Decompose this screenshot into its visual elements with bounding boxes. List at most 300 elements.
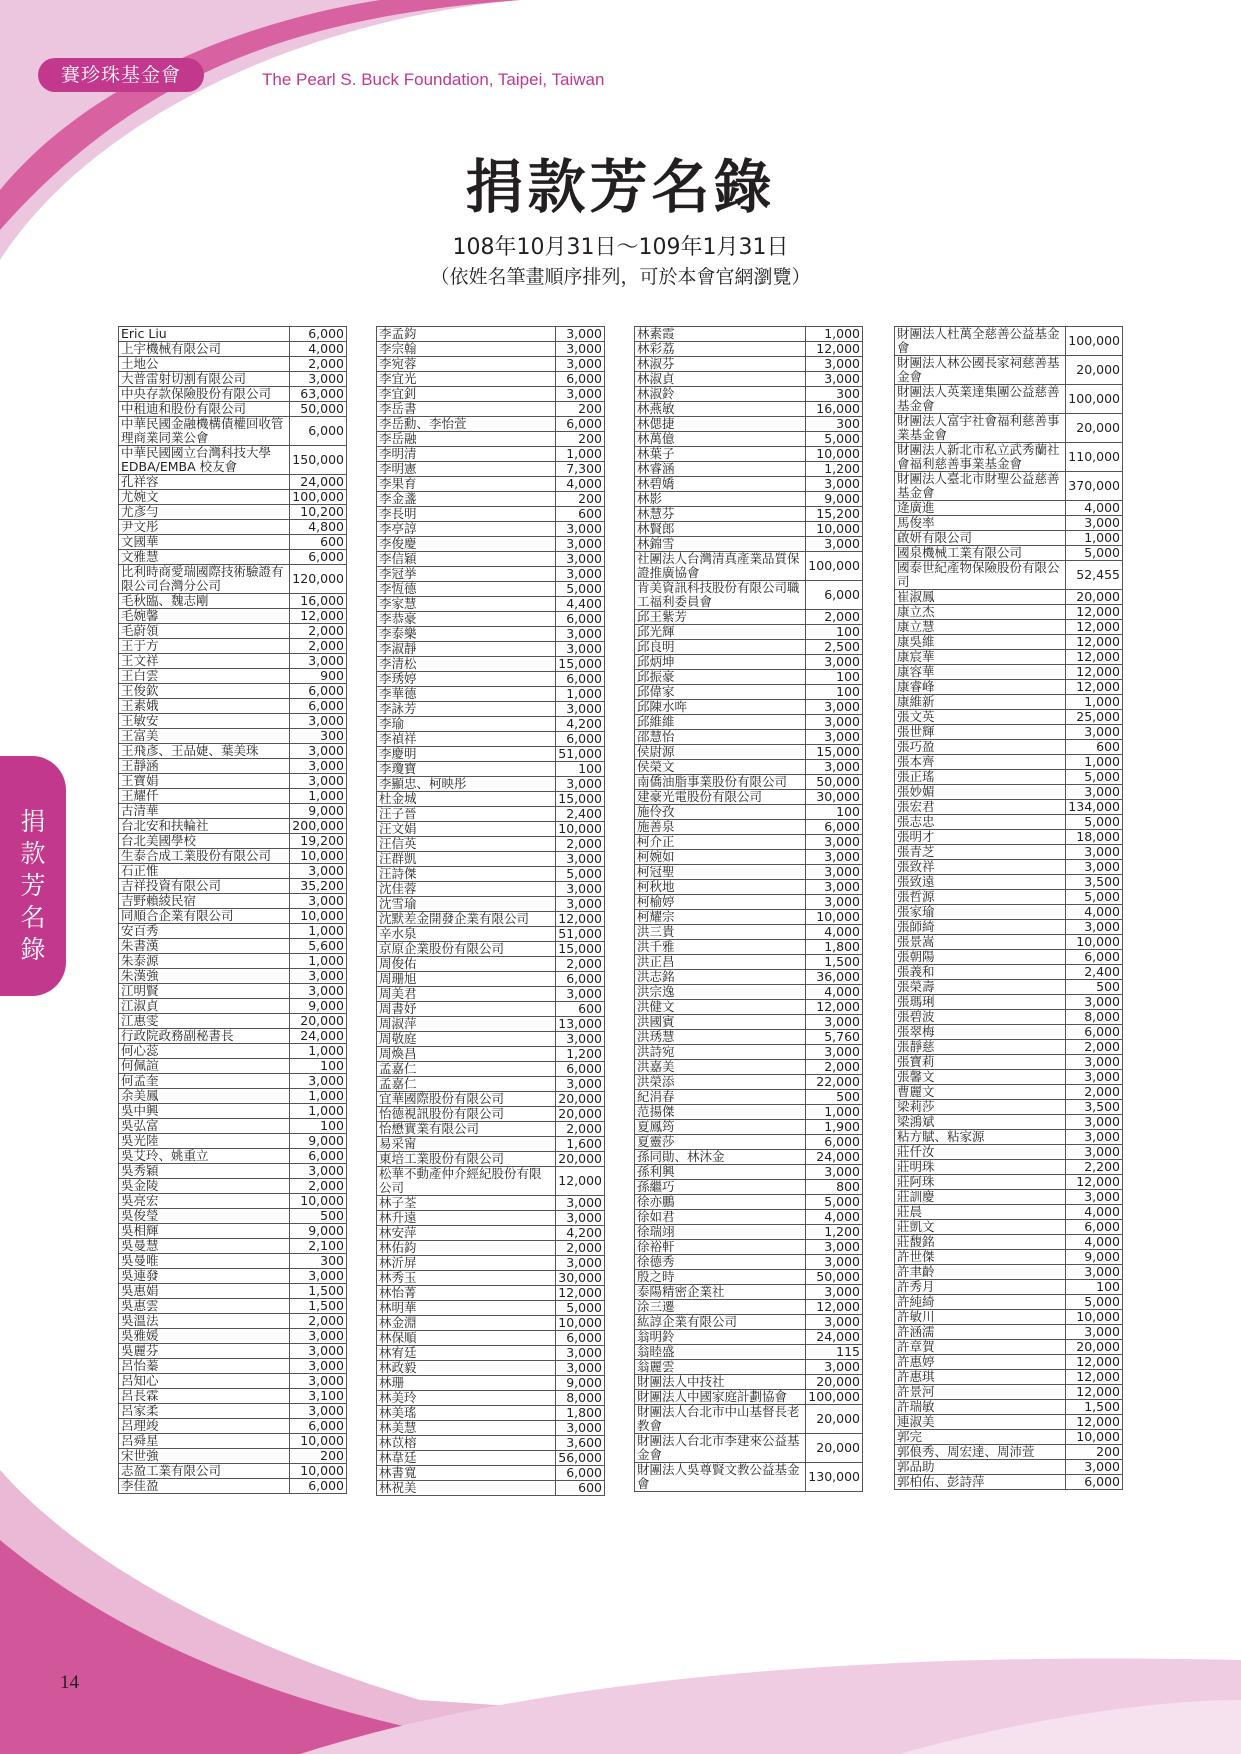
donor-name: 李宜光 — [377, 372, 556, 387]
table-row — [119, 1179, 347, 1194]
donation-amount: 6,000 — [556, 417, 605, 432]
donation-amount: 12,000 — [1066, 1415, 1123, 1430]
donor-name: 林睿涵 — [635, 462, 806, 477]
donation-amount: 1,900 — [806, 1120, 863, 1135]
donor-name: 吳溫法 — [119, 1314, 290, 1329]
donor-name: 怡懋實業有限公司 — [377, 1122, 556, 1137]
table-row — [119, 1314, 347, 1329]
donation-amount: 100,000 — [1066, 385, 1123, 414]
table-row — [895, 1220, 1123, 1235]
table-row — [119, 475, 347, 490]
table-row — [119, 565, 347, 594]
donation-amount: 100,000 — [290, 490, 347, 505]
table-row — [377, 942, 605, 957]
table-row — [895, 1130, 1123, 1145]
table-row — [895, 620, 1123, 635]
table-row — [119, 1299, 347, 1314]
donation-amount: 1,500 — [1066, 1400, 1123, 1415]
donor-name: 李瓊寶 — [377, 762, 556, 777]
table-row — [119, 1344, 347, 1359]
donor-name: 沈佳蓉 — [377, 882, 556, 897]
donor-name: 林沂屏 — [377, 1256, 556, 1271]
donor-name: 周淑萍 — [377, 1017, 556, 1032]
donation-amount: 100 — [806, 670, 863, 685]
donor-name: 柯榆婷 — [635, 895, 806, 910]
table-row — [377, 1331, 605, 1346]
table-row — [895, 950, 1123, 965]
donation-amount: 30,000 — [556, 1271, 605, 1286]
donor-name: 林彩荔 — [635, 342, 806, 357]
donor-name: 何佩諠 — [119, 1059, 290, 1074]
table-row — [377, 1226, 605, 1241]
donor-name: 林政毅 — [377, 1361, 556, 1376]
table-row — [119, 446, 347, 475]
donor-name: 邱偉家 — [635, 685, 806, 700]
donor-name: 張致遠 — [895, 875, 1066, 890]
donation-amount: 3,000 — [290, 759, 347, 774]
donation-amount: 3,000 — [290, 1074, 347, 1089]
donation-amount: 6,000 — [556, 612, 605, 627]
donor-name: 周俊佑 — [377, 957, 556, 972]
table-row — [635, 1225, 863, 1240]
donor-name: 柯冠聖 — [635, 865, 806, 880]
table-row — [895, 1250, 1123, 1265]
donor-table-4 — [894, 326, 1123, 1490]
donor-name: 呂怡蓁 — [119, 1359, 290, 1374]
donation-amount: 56,000 — [556, 1451, 605, 1466]
donation-amount: 6,000 — [556, 1331, 605, 1346]
table-row — [377, 567, 605, 582]
donation-amount: 3,000 — [290, 1374, 347, 1389]
table-row — [377, 1017, 605, 1032]
donation-amount: 3,000 — [290, 1164, 347, 1179]
donor-name: 石正惟 — [119, 864, 290, 879]
donor-name: 建豪光電股份有限公司 — [635, 790, 806, 805]
table-row — [635, 850, 863, 865]
donation-amount: 20,000 — [556, 1092, 605, 1107]
donor-name: 侯尉源 — [635, 745, 806, 760]
table-row — [895, 1175, 1123, 1190]
donor-name: 林秀玉 — [377, 1271, 556, 1286]
donor-name: 吳曼唯 — [119, 1254, 290, 1269]
donor-name: 李禎祥 — [377, 732, 556, 747]
donor-name: 邱炳坤 — [635, 655, 806, 670]
table-row — [377, 1466, 605, 1481]
donor-name: 李琇婷 — [377, 672, 556, 687]
table-row — [635, 1463, 863, 1492]
donor-name: 洪三貴 — [635, 925, 806, 940]
donor-name: 范揚傑 — [635, 1105, 806, 1120]
donation-amount: 6,000 — [556, 1466, 605, 1481]
donation-amount: 6,000 — [556, 372, 605, 387]
donor-name: 吳中興 — [119, 1104, 290, 1119]
donation-amount: 300 — [806, 417, 863, 432]
donor-name: 吳俊瑩 — [119, 1209, 290, 1224]
donor-name: 江惠雯 — [119, 1014, 290, 1029]
donor-name: 林美慧 — [377, 1421, 556, 1436]
table-row — [895, 1280, 1123, 1295]
donation-amount: 1,000 — [290, 1044, 347, 1059]
donor-name: 國泰世紀產物保險股份有限公司 — [895, 561, 1066, 590]
donor-name: 吳雅媛 — [119, 1329, 290, 1344]
donation-amount: 10,000 — [556, 822, 605, 837]
table-row — [377, 1256, 605, 1271]
table-row — [377, 552, 605, 567]
donation-amount: 5,000 — [556, 582, 605, 597]
donor-name: 張志忠 — [895, 815, 1066, 830]
donor-name: 林宥廷 — [377, 1346, 556, 1361]
table-row — [635, 1000, 863, 1015]
donor-name: 林金淵 — [377, 1316, 556, 1331]
donor-name: 行政院政務副秘書長 — [119, 1029, 290, 1044]
donation-amount: 3,500 — [1066, 1100, 1123, 1115]
table-row — [635, 1165, 863, 1180]
donation-amount: 3,000 — [290, 654, 347, 669]
donation-amount: 9,000 — [290, 1134, 347, 1149]
donation-amount: 3,000 — [290, 714, 347, 729]
table-row — [635, 985, 863, 1000]
table-row — [377, 1092, 605, 1107]
donor-name: 張世輝 — [895, 725, 1066, 740]
donation-amount: 3,000 — [290, 864, 347, 879]
table-row — [377, 867, 605, 882]
donation-amount: 300 — [290, 1254, 347, 1269]
table-row — [895, 1415, 1123, 1430]
donation-amount: 3,000 — [1066, 845, 1123, 860]
donation-amount: 5,000 — [1066, 1295, 1123, 1310]
donation-amount: 1,000 — [556, 447, 605, 462]
donation-amount: 2,000 — [1066, 1040, 1123, 1055]
donor-name: 張馨文 — [895, 1070, 1066, 1085]
donor-name: 王敏安 — [119, 714, 290, 729]
donor-name: 孫繼巧 — [635, 1180, 806, 1195]
table-row — [635, 1300, 863, 1315]
donation-amount: 10,000 — [1066, 935, 1123, 950]
table-row — [377, 1062, 605, 1077]
donation-amount: 10,000 — [290, 849, 347, 864]
sort-note: （依姓名筆畫順序排列，可於本會官網瀏覽） — [430, 266, 811, 288]
donor-name: 梁鴻斌 — [895, 1115, 1066, 1130]
donation-amount: 3,000 — [806, 865, 863, 880]
donor-name: 吳連發 — [119, 1269, 290, 1284]
donor-name: 林珊 — [377, 1376, 556, 1391]
table-row — [895, 1055, 1123, 1070]
donation-amount: 5,000 — [556, 867, 605, 882]
donation-amount: 20,000 — [556, 1107, 605, 1122]
table-row — [119, 1149, 347, 1164]
table-row — [119, 1374, 347, 1389]
donor-name: 李孟鈞 — [377, 327, 556, 342]
donation-amount: 6,000 — [806, 581, 863, 610]
table-row — [377, 1032, 605, 1047]
donor-name: 財團法人林公國長家祠慈善基金會 — [895, 356, 1066, 385]
table-row — [119, 1209, 347, 1224]
table-row — [895, 385, 1123, 414]
donor-name: 康宸華 — [895, 650, 1066, 665]
donor-name: 梁莉莎 — [895, 1100, 1066, 1115]
donor-name: 孟嘉仁 — [377, 1062, 556, 1077]
donation-amount: 3,000 — [1066, 920, 1123, 935]
table-row — [635, 492, 863, 507]
donation-amount: 6,000 — [290, 1419, 347, 1434]
donation-amount: 4,000 — [806, 925, 863, 940]
donor-name: 洪榮添 — [635, 1075, 806, 1090]
donor-name: 松華不動產仲介經紀股份有限公司 — [377, 1167, 556, 1196]
donation-amount: 600 — [556, 1481, 605, 1496]
table-row — [635, 1270, 863, 1285]
table-row — [895, 1235, 1123, 1250]
donor-name: 柯介正 — [635, 835, 806, 850]
donor-name: 林葉子 — [635, 447, 806, 462]
table-row — [377, 732, 605, 747]
donor-name: 殷之時 — [635, 1270, 806, 1285]
donation-amount: 3,000 — [1066, 1265, 1123, 1280]
donation-amount: 1,800 — [556, 1406, 605, 1421]
donor-name: 比利時商愛瑞國際技術驗證有限公司台灣分公司 — [119, 565, 290, 594]
table-row — [635, 790, 863, 805]
table-row — [895, 770, 1123, 785]
donation-amount: 3,000 — [1066, 516, 1123, 531]
donation-amount: 100 — [1066, 1280, 1123, 1295]
donor-name: 台北安和扶輪社 — [119, 819, 290, 834]
table-row — [895, 830, 1123, 845]
table-row — [895, 920, 1123, 935]
table-row — [119, 535, 347, 550]
table-row — [377, 432, 605, 447]
donor-name: 李岳勳、李怡萱 — [377, 417, 556, 432]
table-row — [635, 327, 863, 342]
donor-name: 洪正昌 — [635, 955, 806, 970]
donor-name: 啟妍有限公司 — [895, 531, 1066, 546]
donor-name: 張正瑤 — [895, 770, 1066, 785]
donation-amount: 1,200 — [556, 1047, 605, 1062]
donor-name: 李俊慶 — [377, 537, 556, 552]
donation-amount: 3,000 — [806, 1360, 863, 1375]
donation-amount: 1,500 — [806, 955, 863, 970]
table-row — [377, 1301, 605, 1316]
table-row — [119, 1269, 347, 1284]
donor-name: 莊馥銘 — [895, 1235, 1066, 1250]
donor-name: 邱維維 — [635, 715, 806, 730]
donor-name: 李冠挙 — [377, 567, 556, 582]
donor-name: 洪志銘 — [635, 970, 806, 985]
donor-name: 中央存款保險股份有限公司 — [119, 387, 290, 402]
table-row — [895, 680, 1123, 695]
donation-amount: 1,000 — [290, 1089, 347, 1104]
donation-amount: 1,200 — [806, 1225, 863, 1240]
table-row — [895, 443, 1123, 472]
donor-name: 崔淑鳳 — [895, 590, 1066, 605]
donor-name: 吳相輝 — [119, 1224, 290, 1239]
donation-amount: 110,000 — [1066, 443, 1123, 472]
table-row — [635, 1015, 863, 1030]
table-row — [895, 1370, 1123, 1385]
donor-name: 王俊欽 — [119, 684, 290, 699]
table-row — [377, 582, 605, 597]
table-row — [119, 417, 347, 446]
donation-amount: 100,000 — [806, 552, 863, 581]
table-row — [635, 820, 863, 835]
donor-name: 林影 — [635, 492, 806, 507]
donor-name: 紘諄企業有限公司 — [635, 1315, 806, 1330]
donor-name: 紀涓春 — [635, 1090, 806, 1105]
donation-amount: 15,000 — [806, 745, 863, 760]
donation-amount: 3,000 — [806, 1285, 863, 1300]
donation-amount: 200 — [556, 492, 605, 507]
table-row — [377, 657, 605, 672]
table-row — [377, 702, 605, 717]
donation-amount: 3,000 — [806, 1315, 863, 1330]
donor-name: 許景河 — [895, 1385, 1066, 1400]
donation-amount: 15,200 — [806, 507, 863, 522]
donor-name: 李恭豪 — [377, 612, 556, 627]
table-row — [895, 327, 1123, 356]
donation-amount: 10,000 — [1066, 1430, 1123, 1445]
donor-name: 張妙媚 — [895, 785, 1066, 800]
donor-name: 東培工業股份有限公司 — [377, 1152, 556, 1167]
donor-name: 邱陳水哖 — [635, 700, 806, 715]
donation-amount: 1,000 — [1066, 755, 1123, 770]
donation-amount: 20,000 — [1066, 1340, 1123, 1355]
table-row — [377, 357, 605, 372]
table-row — [119, 1239, 347, 1254]
donor-name: 郭俍秀、周宏達、周沛萱 — [895, 1445, 1066, 1460]
donor-name: 林淑鈴 — [635, 387, 806, 402]
donor-name: 張文英 — [895, 710, 1066, 725]
table-row — [377, 1286, 605, 1301]
donor-name: 林燕敏 — [635, 402, 806, 417]
donor-name: 李顯忠、柯映彤 — [377, 777, 556, 792]
table-row — [635, 730, 863, 745]
table-row — [377, 672, 605, 687]
donor-name: 林書寬 — [377, 1466, 556, 1481]
table-row — [635, 462, 863, 477]
donor-table-2 — [376, 326, 605, 1496]
donor-name: 汪信英 — [377, 837, 556, 852]
donor-name: 周書妤 — [377, 1002, 556, 1017]
donation-amount: 2,000 — [556, 1122, 605, 1137]
table-row — [635, 1120, 863, 1135]
donor-name: 徐亦鵬 — [635, 1195, 806, 1210]
donor-name: Eric Liu — [119, 327, 290, 342]
donation-amount: 12,000 — [806, 342, 863, 357]
donor-name: 柯婉如 — [635, 850, 806, 865]
donation-amount: 12,000 — [1066, 665, 1123, 680]
donor-name: 李宜釗 — [377, 387, 556, 402]
table-row — [635, 1255, 863, 1270]
donor-name: 張哲源 — [895, 890, 1066, 905]
table-row — [119, 372, 347, 387]
table-row — [119, 879, 347, 894]
donor-name: 財團法人新北市私立武秀蘭社會福利慈善事業基金會 — [895, 443, 1066, 472]
donation-amount: 15,000 — [556, 942, 605, 957]
donor-name: 毛蔚領 — [119, 624, 290, 639]
donor-name: 吳光陸 — [119, 1134, 290, 1149]
donation-amount: 15,000 — [556, 792, 605, 807]
donor-name: 李長明 — [377, 507, 556, 522]
donor-name: 李信穎 — [377, 552, 556, 567]
donation-amount: 3,000 — [556, 1256, 605, 1271]
donation-amount: 115 — [806, 1345, 863, 1360]
donation-amount: 6,000 — [556, 1062, 605, 1077]
donor-name: 許章賀 — [895, 1340, 1066, 1355]
donation-amount: 16,000 — [290, 594, 347, 609]
donation-amount: 12,000 — [556, 1167, 605, 1196]
table-row — [635, 775, 863, 790]
table-row — [119, 1329, 347, 1344]
donation-amount: 3,000 — [290, 744, 347, 759]
donor-name: 林明華 — [377, 1301, 556, 1316]
donor-name: 康立杰 — [895, 605, 1066, 620]
donation-amount: 6,000 — [290, 1149, 347, 1164]
table-row — [895, 414, 1123, 443]
table-row — [377, 912, 605, 927]
donor-name: 邱光輝 — [635, 625, 806, 640]
donation-amount: 6,000 — [806, 1135, 863, 1150]
donor-name: 徐如君 — [635, 1210, 806, 1225]
donor-name: 台北美國學校 — [119, 834, 290, 849]
donation-amount: 12,000 — [1066, 1370, 1123, 1385]
donor-name: 林淑貞 — [635, 372, 806, 387]
table-row — [635, 1360, 863, 1375]
donation-amount: 4,200 — [556, 717, 605, 732]
donor-name: 洪健文 — [635, 1000, 806, 1015]
donor-name: 文雅慧 — [119, 550, 290, 565]
table-row — [635, 477, 863, 492]
donor-name: 財團法人中國家庭計劃協會 — [635, 1390, 806, 1405]
donor-name: 許惠琪 — [895, 1370, 1066, 1385]
table-row — [895, 785, 1123, 800]
donor-name: 莊晨 — [895, 1205, 1066, 1220]
table-row — [377, 1271, 605, 1286]
donor-name: 財團法人杜萬全慈善公益基金會 — [895, 327, 1066, 356]
donation-amount: 6,000 — [1066, 1475, 1123, 1490]
table-row — [119, 954, 347, 969]
donation-amount: 200,000 — [290, 819, 347, 834]
table-row — [377, 972, 605, 987]
donor-name: 康維新 — [895, 695, 1066, 710]
table-row — [119, 729, 347, 744]
table-row — [377, 342, 605, 357]
donor-name: 林韋廷 — [377, 1451, 556, 1466]
table-row — [895, 561, 1123, 590]
table-row — [377, 1211, 605, 1226]
donor-name: 吳曼慧 — [119, 1239, 290, 1254]
table-row — [377, 1391, 605, 1406]
table-row — [635, 357, 863, 372]
table-row — [377, 507, 605, 522]
table-row — [377, 1316, 605, 1331]
donation-amount: 20,000 — [1066, 414, 1123, 443]
donor-name: 孔祥容 — [119, 475, 290, 490]
table-row — [377, 777, 605, 792]
donation-amount: 63,000 — [290, 387, 347, 402]
donation-amount: 20,000 — [806, 1434, 863, 1463]
donation-amount: 2,500 — [806, 640, 863, 655]
table-row — [377, 522, 605, 537]
table-row — [119, 789, 347, 804]
donation-amount: 3,000 — [1066, 725, 1123, 740]
table-row — [635, 1434, 863, 1463]
donation-amount: 3,000 — [1066, 1460, 1123, 1475]
donation-amount: 2,000 — [290, 624, 347, 639]
donor-name: 汪群凱 — [377, 852, 556, 867]
donation-amount: 134,000 — [1066, 800, 1123, 815]
donor-name: 周珊旭 — [377, 972, 556, 987]
donor-name: 張碧波 — [895, 1010, 1066, 1025]
table-row — [895, 1400, 1123, 1415]
donation-amount: 370,000 — [1066, 472, 1123, 501]
